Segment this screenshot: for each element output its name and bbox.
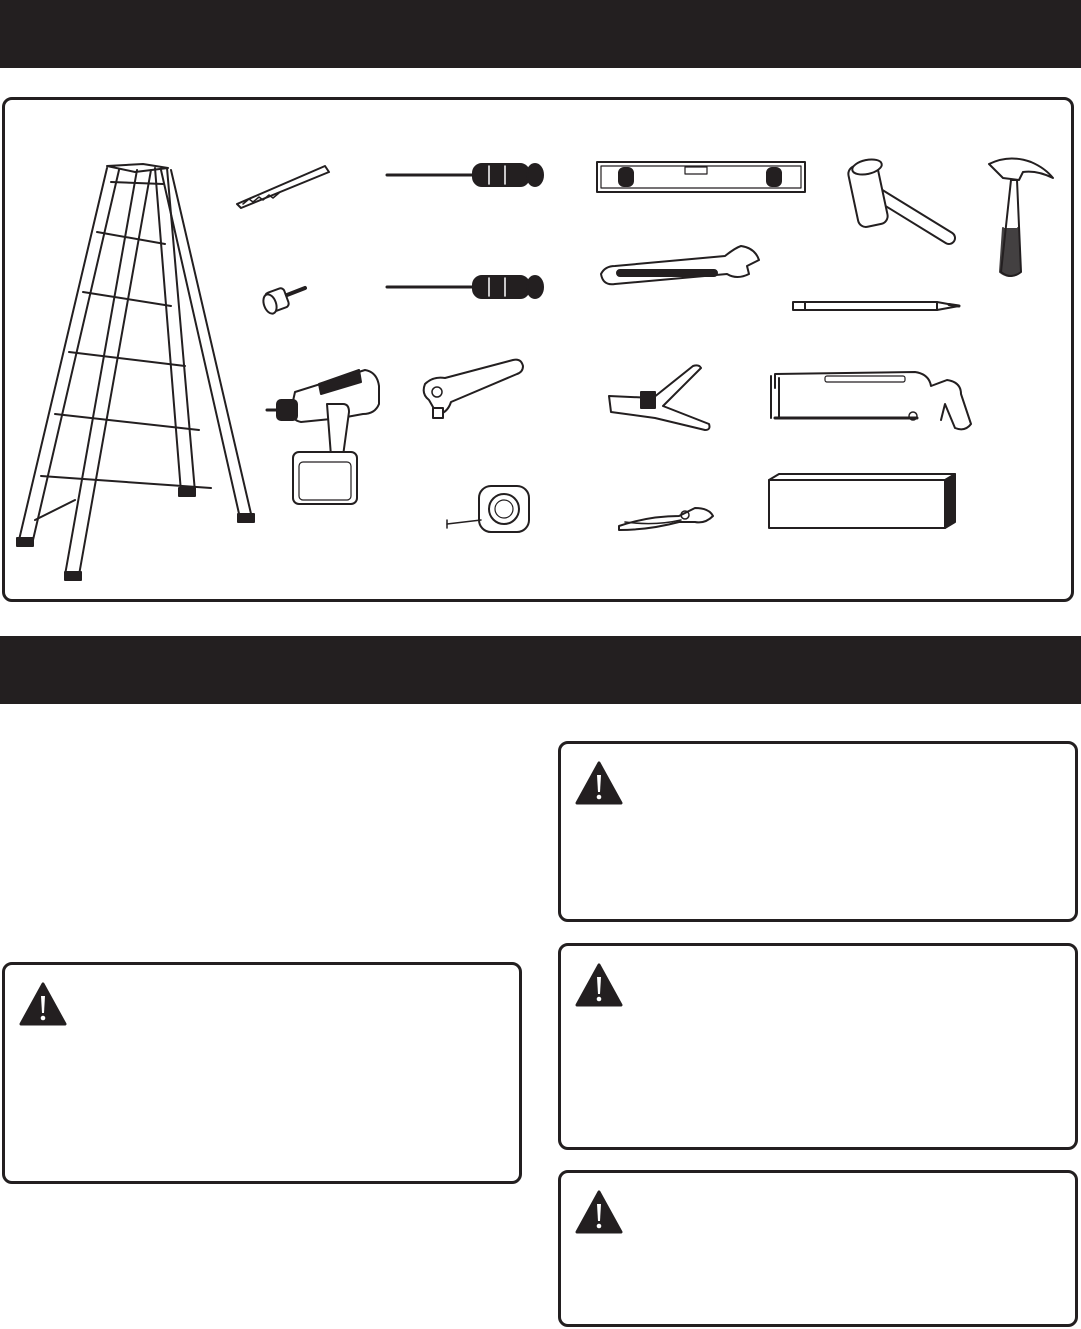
level-icon [597, 162, 805, 192]
adjustable-wrench-icon [601, 246, 759, 284]
claw-hammer-icon [989, 158, 1053, 276]
drill-bit-icon [237, 166, 329, 208]
warning-icon [575, 1190, 623, 1234]
ladder-icon [17, 164, 254, 580]
nut-driver-bit-icon [261, 287, 305, 315]
section-bar [0, 636, 1081, 704]
cordless-drill-icon [267, 370, 379, 504]
warning-box [558, 943, 1078, 1150]
tools-panel [2, 97, 1074, 602]
warning-box [558, 741, 1078, 922]
hacksaw-icon [771, 372, 971, 429]
pencil-icon [793, 302, 959, 310]
warning-icon [19, 982, 67, 1026]
wire-stripper-icon [609, 365, 710, 430]
warning-box [2, 962, 522, 1184]
warning-box [558, 1170, 1078, 1327]
wood-block-icon [769, 474, 955, 528]
phillips-screwdriver-icon [387, 276, 543, 298]
mallet-icon [847, 157, 949, 238]
flat-screwdriver-icon [387, 164, 543, 186]
pliers-icon [619, 508, 713, 530]
header-bar [0, 0, 1081, 68]
warning-icon [575, 963, 623, 1007]
ratchet-icon [424, 360, 523, 418]
warning-icon [575, 761, 623, 805]
tape-measure-icon [447, 486, 529, 532]
